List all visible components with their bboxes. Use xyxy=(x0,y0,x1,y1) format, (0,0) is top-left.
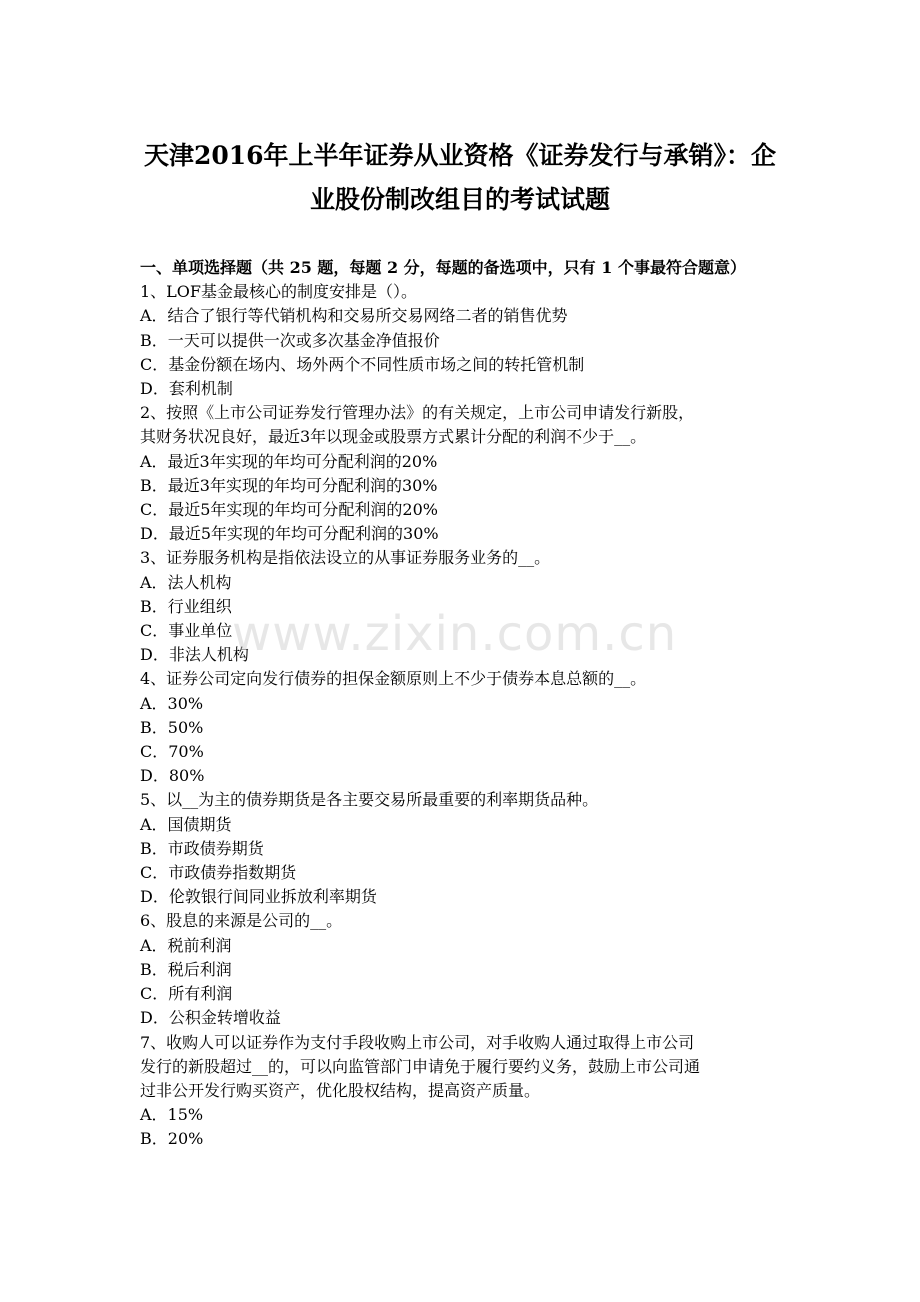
question-3-option-d: D．非法人机构 xyxy=(140,645,249,665)
question-7-option-a: A．15% xyxy=(140,1105,204,1125)
question-6-option-b: B．税后利润 xyxy=(140,959,232,979)
question-5-option-a: A．国债期货 xyxy=(140,814,232,834)
watermark-text: www.zixin.com.cn xyxy=(232,606,678,662)
question-7-stem-line-3: 过非公开发行购买资产，优化股权结构，提高资产质量。 xyxy=(140,1080,541,1100)
question-2-option-c: C．最近5年实现的年均可分配利润的20% xyxy=(140,500,438,520)
question-6-option-d: D．公积金转增收益 xyxy=(140,1008,281,1028)
question-7-stem-line-1: 7、收购人可以证券作为支付手段收购上市公司，对手收购人通过取得上市公司 xyxy=(140,1032,695,1052)
question-6-option-a: A．税前利润 xyxy=(140,935,232,955)
question-2 xyxy=(140,401,785,546)
question-3-option-a: A．法人机构 xyxy=(140,572,232,592)
question-1-option-a: A．结合了银行等代销机构和交易所交易网络二者的销售优势 xyxy=(140,306,568,326)
question-4 xyxy=(140,667,785,788)
question-1-stem: 1、LOF基金最核心的制度安排是（）。 xyxy=(140,282,418,302)
question-4-option-c: C．70% xyxy=(140,742,204,762)
question-5 xyxy=(140,788,785,909)
question-4-option-d: D．80% xyxy=(140,766,205,786)
question-2-option-a: A．最近3年实现的年均可分配利润的20% xyxy=(140,451,438,471)
question-2-option-d: D．最近5年实现的年均可分配利润的30% xyxy=(140,524,439,544)
question-5-stem: 5、以__为主的债券期货是各主要交易所最重要的利率期货品种。 xyxy=(140,790,599,810)
exam-content xyxy=(140,256,785,1152)
title-line-2: 业股份制改组目的考试试题 xyxy=(309,185,610,214)
question-4-option-b: B．50% xyxy=(140,717,204,737)
question-3-option-c: C．事业单位 xyxy=(140,621,233,641)
question-1 xyxy=(140,280,785,401)
question-1-option-c: C．基金份额在场内、场外两个不同性质市场之间的转托管机制 xyxy=(140,354,585,374)
question-1-option-b: B．一天可以提供一次或多次基金净值报价 xyxy=(140,330,440,350)
title-line-1: 天津2016年上半年证券从业资格《证券发行与承销》：企 xyxy=(143,141,777,170)
question-3-stem: 3、证券服务机构是指依法设立的从事证券服务业务的__。 xyxy=(140,548,551,568)
question-7-stem-line-2: 发行的新股超过__的，可以向监管部门申请免于履行要约义务，鼓励上市公司通 xyxy=(140,1056,701,1076)
question-6-stem: 6、股息的来源是公司的__。 xyxy=(140,911,343,931)
question-4-stem: 4、证券公司定向发行债券的担保金额原则上不少于债券本息总额的__。 xyxy=(140,669,647,689)
question-2-option-b: B．最近3年实现的年均可分配利润的30% xyxy=(140,475,438,495)
question-5-option-b: B．市政债券期货 xyxy=(140,838,264,858)
question-7-option-b: B．20% xyxy=(140,1129,204,1149)
question-3-option-b: B．行业组织 xyxy=(140,596,232,616)
question-5-option-c: C．市政债券指数期货 xyxy=(140,863,297,883)
question-2-stem-line-2: 其财务状况良好，最近3年以现金或股票方式累计分配的利润不少于__。 xyxy=(140,427,647,447)
question-7 xyxy=(140,1031,785,1152)
question-6-option-c: C．所有利润 xyxy=(140,984,233,1004)
section-heading: 一、单项选择题（共 25 题，每题 2 分，每题的备选项中，只有 1 个事最符合题意） xyxy=(140,258,746,277)
question-6 xyxy=(140,909,785,1030)
question-1-option-d: D．套利机制 xyxy=(140,379,233,399)
question-5-option-d: D．伦敦银行间同业拆放利率期货 xyxy=(140,887,377,907)
question-2-stem-line-1: 2、按照《上市公司证券发行管理办法》的有关规定，上市公司申请发行新股， xyxy=(140,403,695,423)
document-title xyxy=(120,134,800,222)
question-4-option-a: A．30% xyxy=(140,693,204,713)
question-3 xyxy=(140,546,785,667)
